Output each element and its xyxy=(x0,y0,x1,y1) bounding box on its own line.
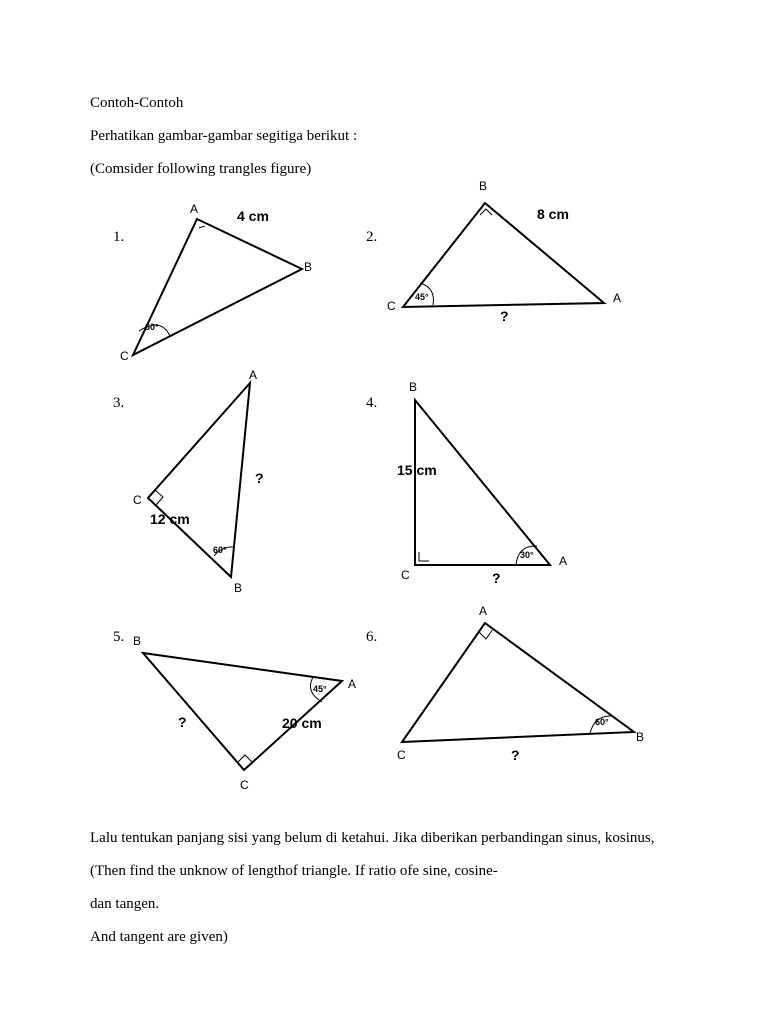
figure-1-vertex-c: C xyxy=(120,349,129,363)
figure-2-vertex-c: C xyxy=(387,299,396,313)
outro-english-1: (Then find the unknow of lengthof triangle. If ratio ofe sine, cosine- xyxy=(90,863,498,879)
figure-1-vertex-a: A xyxy=(190,202,199,216)
figure-5-side-label: 20 cm xyxy=(282,715,322,731)
figure-1-angle-label: 60° xyxy=(145,322,159,332)
figure-5-angle-label: 45° xyxy=(313,684,327,694)
figure-1-side-label: 4 cm xyxy=(237,208,269,224)
figure-6-triangle xyxy=(397,604,644,763)
figure-3-number: 3. xyxy=(113,395,125,411)
figure-2-side-label: 8 cm xyxy=(537,206,569,222)
figure-4-vertex-a: A xyxy=(559,554,568,568)
figure-2-right-angle-mark xyxy=(480,209,492,215)
figure-2-triangle xyxy=(387,179,621,324)
figure-1-vertex-b: B xyxy=(304,260,313,274)
figure-5-vertex-c: C xyxy=(240,778,249,792)
figure-1-number: 1. xyxy=(113,229,125,245)
figure-2-unknown-side: ? xyxy=(500,308,509,324)
outro-indonesian-1: Lalu tentukan panjang sisi yang belum di ketahui. Jika diberikan perbandingan sinus, kosinus, xyxy=(90,830,655,846)
heading: Contoh-Contoh xyxy=(90,95,184,111)
figure-6-number: 6. xyxy=(366,629,378,645)
figure-5-triangle xyxy=(133,634,356,792)
figure-5-unknown-side: ? xyxy=(178,714,187,730)
figure-4-number: 4. xyxy=(366,395,378,411)
figure-1-triangle xyxy=(120,202,312,363)
figure-6-angle-label: 60° xyxy=(595,717,609,727)
figure-2-vertex-b: B xyxy=(479,179,488,193)
figure-6-right-angle-mark xyxy=(479,629,493,639)
figure-3-triangle xyxy=(133,368,264,595)
figure-3-angle-label: 60° xyxy=(213,545,227,555)
figure-2-vertex-a: A xyxy=(613,291,622,305)
figure-5-number: 5. xyxy=(113,629,125,645)
figure-6-unknown-side: ? xyxy=(511,747,520,763)
figure-4-side-label: 15 cm xyxy=(397,462,437,478)
figure-3-vertex-c: C xyxy=(133,493,142,507)
figure-4-right-angle-mark xyxy=(419,552,429,561)
intro-english: (Comsider following trangles figure) xyxy=(90,161,312,177)
figure-3-side-label: 12 cm xyxy=(150,511,190,527)
figure-6-vertex-a: A xyxy=(479,604,488,618)
figure-6-vertex-b: B xyxy=(636,730,645,744)
figure-5-vertex-a: A xyxy=(348,677,357,691)
figure-2-angle-label: 45° xyxy=(415,292,429,302)
figure-1-right-angle-mark xyxy=(199,226,205,228)
figure-3-vertex-a: A xyxy=(249,368,258,382)
figure-5-right-angle-mark xyxy=(237,755,253,763)
outro-english-2: And tangent are given) xyxy=(90,929,228,945)
figure-3-right-angle-mark xyxy=(155,490,163,505)
figure-4-unknown-side: ? xyxy=(492,570,501,586)
figure-4-triangle xyxy=(397,380,567,586)
figure-4-vertex-b: B xyxy=(409,380,418,394)
figure-3-vertex-b: B xyxy=(234,581,243,595)
outro-indonesian-2: dan tangen. xyxy=(90,896,160,912)
figure-4-angle-label: 30° xyxy=(520,550,534,560)
figure-2-number: 2. xyxy=(366,229,378,245)
figure-4-vertex-c: C xyxy=(401,568,410,582)
figure-6-vertex-c: C xyxy=(397,748,406,762)
intro-indonesian: Perhatikan gambar-gambar segitiga berikut : xyxy=(90,128,358,144)
figure-5-vertex-b: B xyxy=(133,634,142,648)
figure-3-unknown-side: ? xyxy=(255,470,264,486)
